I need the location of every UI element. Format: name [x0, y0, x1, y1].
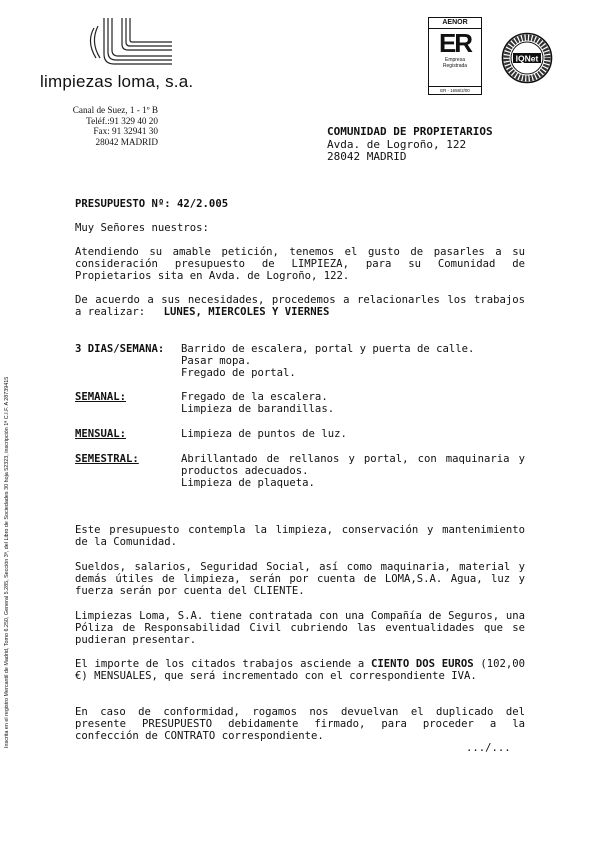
- task-line: Barrido de escalera, portal y puerta de calle.: [181, 343, 475, 355]
- address-line: Fax: 91 32941 30: [93, 126, 158, 136]
- schedule-tasks-3dias: [181, 343, 525, 379]
- task-line: Limpieza de barandillas.: [181, 403, 335, 415]
- continuation-mark: .../...: [466, 742, 511, 754]
- service-days: LUNES, MIERCOLES Y VIERNES: [163, 306, 330, 318]
- aenor-line1: Empresa: [444, 57, 465, 63]
- paragraph-conformity: En caso de conformidad, rogamos nos devuelvan el duplicado del presente PRESUPUESTO debidamente firmado, para proceder a la confección de CONTRATO correspondiente.: [75, 706, 525, 742]
- price-text-post: (102,00 €) MENSUALES, que será incrementado con el correspondiente IVA.: [75, 658, 525, 682]
- tasks-intro-text: De acuerdo a sus necesidades, procedemos a relacionarles los trabajos a realizar:: [75, 294, 525, 318]
- price-amount: CIENTO DOS EUROS: [370, 658, 474, 670]
- aenor-mark: ER: [438, 28, 472, 58]
- registry-side-text: Inscrita en el registro Mercantil de Madrid, Tomo 6.250, General 5.285, Sección 3ª, del Libro de Sociedades 30 hoja 52323, inscripción 1ª C.I.F. A 28739415: [4, 376, 10, 748]
- address-line: Teléf.:91 329 40 20: [86, 115, 158, 126]
- schedule-label-mensual: MENSUAL:: [75, 428, 127, 440]
- schedule-label-semestral: SEMESTRAL:: [75, 453, 139, 465]
- paragraph-costs: Sueldos, salarios, Seguridad Social, así como maquinaria, material y demás útiles de limpieza, serán por cuenta de LOMA,S.A. Agua, luz y fuerza serán por cuenta del CLIENTE.: [75, 561, 525, 597]
- recipient-block: [327, 126, 493, 164]
- price-text-pre: El importe de los citados trabajos asciende a: [75, 658, 365, 670]
- paragraph-price: [75, 658, 525, 682]
- schedule-tasks-mensual: [181, 428, 525, 440]
- task-line: Fregado de la escalera.: [181, 391, 328, 403]
- recipient-city: 28042 MADRID: [327, 150, 407, 163]
- greeting: Muy Señores nuestros:: [75, 222, 209, 234]
- paragraph-insurance: Limpiezas Loma, S.A. tiene contratada con una Compañía de Seguros, una Póliza de Responsabilidad Civil cubriendo las eventualidades que se pudieran presentar.: [75, 610, 525, 646]
- schedule-label-semanal: SEMANAL:: [75, 391, 127, 403]
- aenor-line2: Registrada: [442, 63, 468, 69]
- aenor-badge: [428, 17, 482, 95]
- paragraph-scope: Este presupuesto contempla la limpieza, conservación y mantenimiento de la Comunidad.: [75, 524, 525, 548]
- task-line: Limpieza de puntos de luz.: [181, 428, 347, 440]
- address-line: 28042 MADRID: [95, 136, 158, 147]
- company-logo-mark: [86, 14, 176, 70]
- iqnet-label: IQNet: [515, 53, 539, 64]
- sender-address: [66, 105, 158, 147]
- tasks-intro: [75, 294, 525, 318]
- schedule-tasks-semestral: [181, 453, 525, 489]
- company-name: limpiezas loma, s.a.: [40, 72, 194, 91]
- schedule-label-3dias: 3 DIAS/SEMANA:: [75, 343, 165, 355]
- recipient-name: COMUNIDAD DE PROPIETARIOS: [327, 125, 493, 138]
- intro-paragraph: Atendiendo su amable petición, tenemos el gusto de pasarles a su consideración presupuesto de LIMPIEZA, para su Comunidad de Propietarios sita en Avda. de Logroño, 122.: [75, 246, 525, 282]
- aenor-label: AENOR: [429, 18, 481, 29]
- schedule-tasks-semanal: [181, 391, 525, 415]
- address-line: Canal de Suez, 1 - 1º B: [72, 105, 158, 115]
- task-line: Fregado de portal.: [181, 367, 296, 379]
- aenor-code: ER - 1658/2/00: [429, 86, 481, 94]
- task-line: Abrillantado de rellanos y portal, con maquinaria y productos adecuados.: [181, 453, 525, 477]
- task-line: Pasar mopa.: [181, 355, 252, 367]
- task-line: Limpieza de plaqueta.: [181, 477, 315, 489]
- iqnet-seal: [501, 32, 553, 84]
- quote-heading: PRESUPUESTO Nº: 42/2.005: [75, 198, 229, 210]
- recipient-street: Avda. de Logroño, 122: [327, 137, 467, 151]
